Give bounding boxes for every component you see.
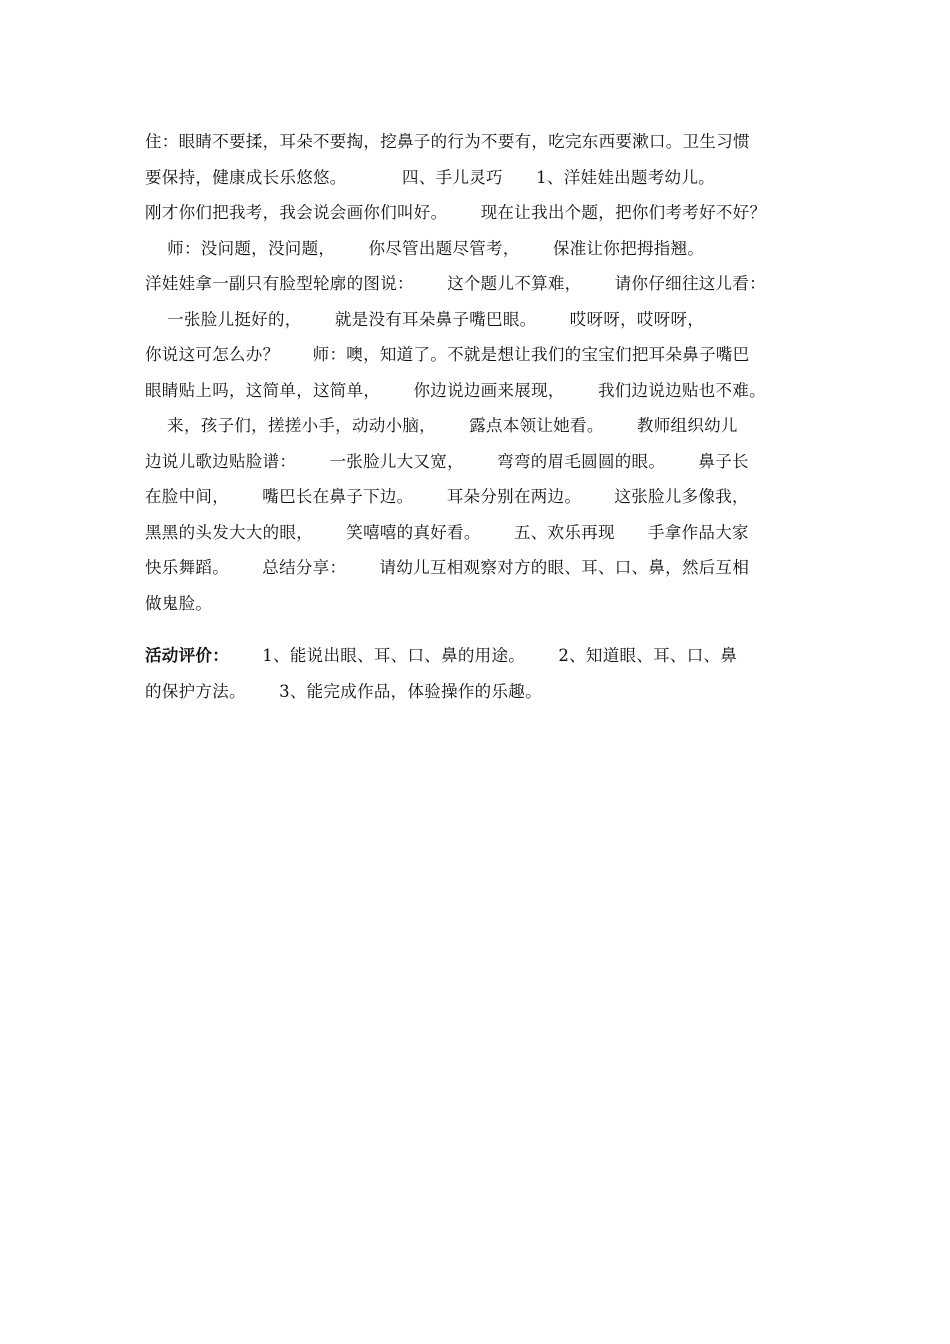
text-line: 快乐舞蹈。 总结分享： 请幼儿互相观察对方的眼、耳、口、鼻，然后互相 [145, 558, 750, 577]
text-line: 要保持，健康成长乐悠悠。 四、手儿灵巧 1、洋娃娃出题考幼儿。 [145, 167, 715, 187]
evaluation-line: 的保护方法。 3、能完成作品，体验操作的乐趣。 [145, 681, 542, 701]
text-line: 黑黑的头发大大的眼， 笑嘻嘻的真好看。 五、欢乐再现 手拿作品大家 [145, 522, 749, 542]
text-line: 边说儿歌边贴脸谱： 一张脸儿大又宽， 弯弯的眉毛圆圆的眼。 鼻子长 [145, 451, 749, 471]
text-line: 洋娃娃拿一副只有脸型轮廓的图说： 这个题儿不算难， 请你仔细往这儿看： [145, 274, 766, 293]
text-line: 在脸中间， 嘴巴长在鼻子下边。 耳朵分别在两边。 这张脸儿多像我， [145, 487, 749, 506]
evaluation-text: 1、能说出眼、耳、口、鼻的用途。 2、知道眼、耳、口、鼻 [229, 646, 738, 665]
text-line: 刚才你们把我考，我会说会画你们叫好。 现在让我出个题，把你们考考好不好？ [145, 203, 767, 222]
text-line: 做鬼脸。 [145, 593, 213, 613]
evaluation-line [145, 638, 825, 674]
text-line: 你说这可怎么办？ 师：噢，知道了。不就是想让我们的宝宝们把耳朵鼻子嘴巴 [145, 345, 750, 364]
evaluation-heading: 活动评价： [145, 646, 229, 665]
text-line: 来，孩子们，搓搓小手，动动小脑， 露点本领让她看。 教师组织幼儿 [145, 416, 738, 435]
lesson-body-text [145, 124, 825, 621]
text-line: 师：没问题，没问题， 你尽管出题尽管考， 保准让你把拇指翘。 [145, 238, 705, 258]
text-line: 一张脸儿挺好的， 就是没有耳朵鼻子嘴巴眼。 哎呀呀，哎呀呀， [145, 309, 705, 329]
activity-evaluation [145, 638, 825, 709]
text-line: 住：眼睛不要揉，耳朵不要掏，挖鼻子的行为不要有，吃完东西要漱口。卫生习惯 [145, 132, 750, 151]
text-line: 眼睛贴上吗，这简单，这简单， 你边说边画来展现， 我们边说边贴也不难。 [145, 380, 766, 400]
